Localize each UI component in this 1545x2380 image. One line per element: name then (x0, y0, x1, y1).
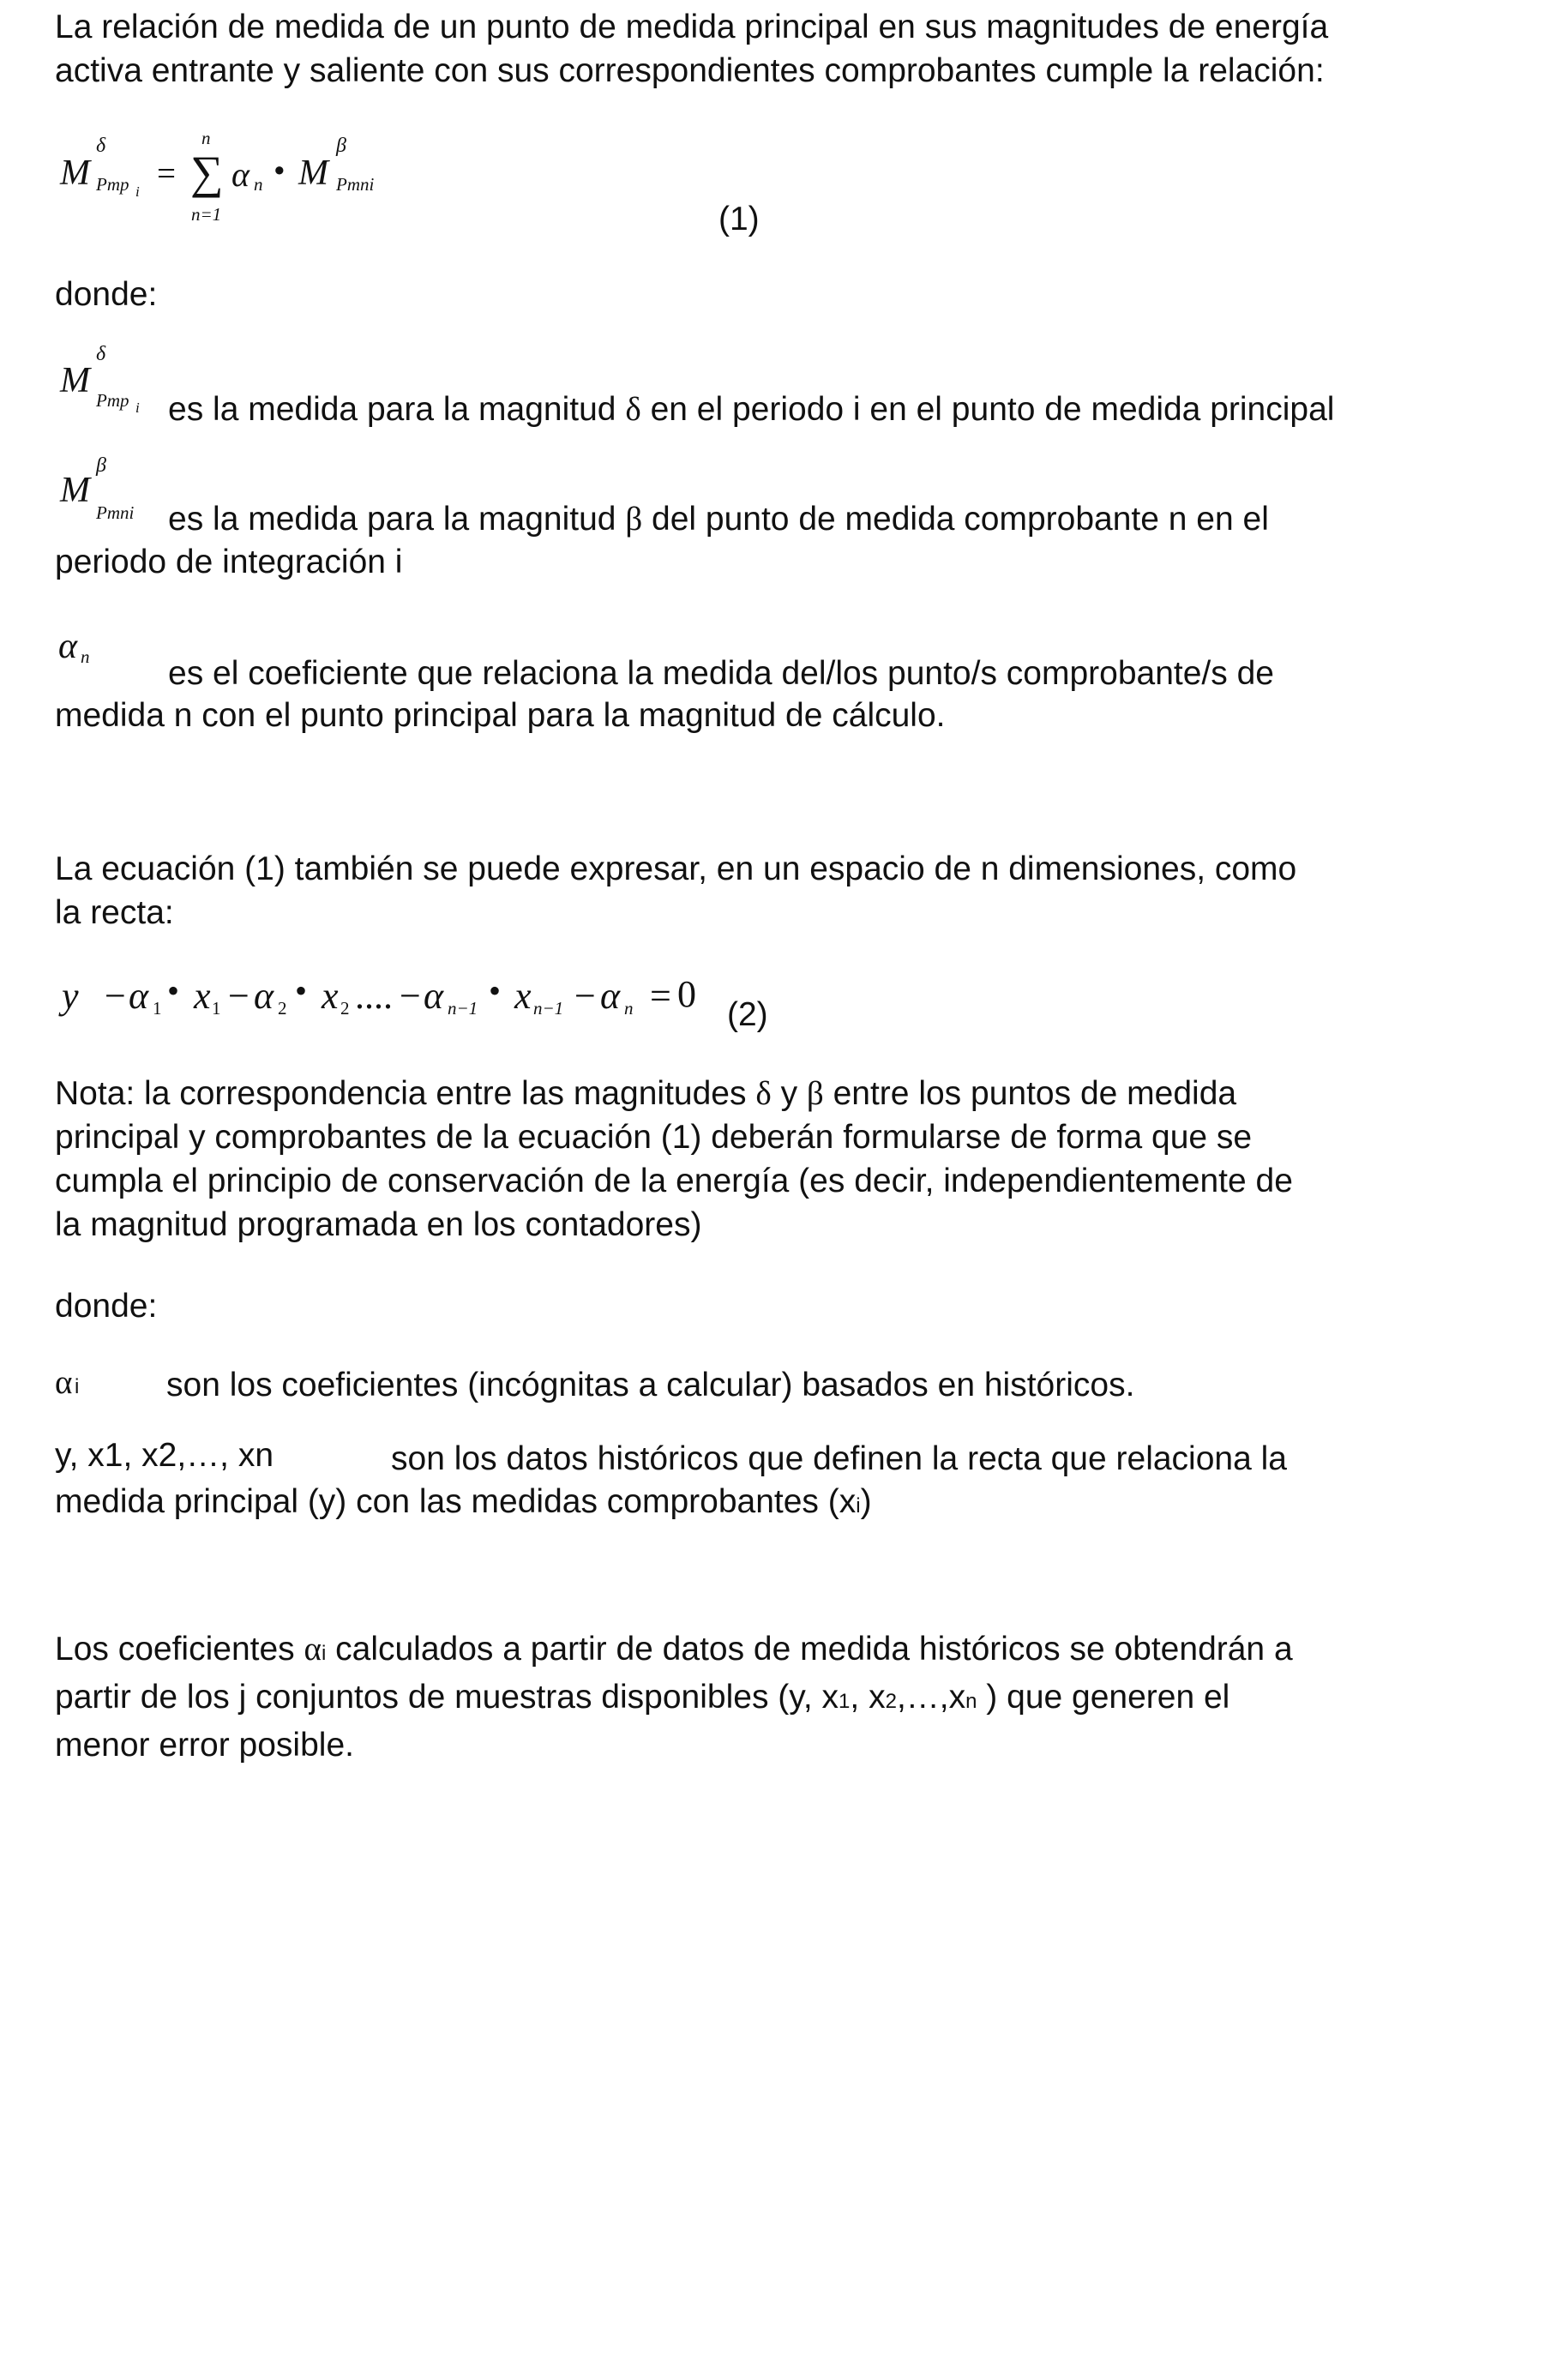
definition-1-rest: en el periodo i en el punto de medida principal (650, 391, 1335, 428)
equation-2-intro-line-2: la recta: (55, 894, 174, 931)
definition-3-alpha: α (58, 627, 78, 666)
conclusion-i-subscript: i (321, 1642, 327, 1665)
data-line-2-start: medida principal (y) con las medidas comprobantes (x (55, 1483, 857, 1520)
definition-1-symbol: δ (625, 391, 641, 428)
intro-paragraph (55, 5, 1470, 93)
definition-1-text (168, 388, 1471, 431)
equation-2-equals: = (650, 975, 671, 1017)
conclusion-sub-n: n (965, 1690, 977, 1713)
definition-2-line-2: periodo de integración i (55, 544, 403, 580)
equation-2-alpha-1: α (129, 975, 149, 1017)
equation-2-minus-3: − (400, 975, 421, 1017)
equation-2-minus-4: − (574, 975, 596, 1017)
equation-1-label: (1) (718, 201, 760, 237)
conclusion-line-2-end: ) que generen el (977, 1679, 1230, 1716)
note-line-1-end: entre los puntos de medida (833, 1075, 1237, 1112)
definition-3-line-1: es el coeficiente que relaciona la medida del/los punto/s comprobante/s de (168, 655, 1274, 692)
data-description-line-1: son los datos históricos que definen la recta que relaciona la (391, 1440, 1287, 1477)
definition-3-line-2: medida n con el punto principal para la magnitud de cálculo. (55, 697, 946, 734)
data-variables: y, x1, x2,…, xn (55, 1437, 274, 1474)
conclusion-line-1-start: Los coeficientes (55, 1631, 295, 1668)
note-line-4: la magnitud programada en los contadores) (55, 1206, 702, 1243)
definition-2-pmni: Pmni (96, 502, 135, 523)
equation-1-m: M (60, 153, 90, 193)
equation-2-x-n1: x (514, 975, 532, 1017)
definition-2-rest: del punto de medida comprobante n en el (652, 501, 1269, 538)
definition-2-beta-superscript: β (96, 454, 106, 477)
conclusion-line-1-end: calculados a partir de datos de medida históricos se obtendrán a (335, 1631, 1293, 1668)
definition-1-i: i (135, 400, 140, 416)
equation-2-alpha-2: α (254, 975, 274, 1017)
equation-1-equals: = (157, 155, 176, 192)
equation-2-sub-2b: 2 (340, 998, 350, 1019)
equation-1-lower-limit: n=1 (191, 204, 222, 225)
equation-2-minus-1: − (105, 975, 126, 1017)
equation-1-n-sub: n (254, 174, 263, 195)
definition-1-delta-superscript: δ (96, 343, 106, 365)
conclusion-line-2-start: partir de los j conjuntos de muestras disponibles (y, x (55, 1679, 839, 1716)
equation-1-sum: ∑ (190, 147, 224, 198)
intro-line-2: activa entrante y saliente con sus correspondientes comprobantes cumple la relación: (55, 52, 1325, 89)
equation-1-delta: δ (96, 135, 106, 157)
donde-label-1: donde: (55, 276, 158, 313)
equation-2-dot-2: • (295, 971, 308, 1010)
equation-2-minus-2: − (228, 975, 249, 1017)
equation-1-dot: • (274, 153, 286, 189)
definition-1-m: M (60, 361, 90, 400)
note-delta-symbol: δ (755, 1075, 772, 1112)
note-beta-symbol: β (806, 1075, 824, 1112)
equation-2-sub-n1b: n−1 (533, 998, 564, 1019)
conclusion-sub-1: 1 (839, 1690, 851, 1713)
conclusion-alpha: α (304, 1631, 322, 1668)
equation-1-m2: M (298, 153, 328, 193)
equation-2-sub-n: n (624, 998, 634, 1019)
equation-2-x-1: x (194, 975, 211, 1017)
equation-2-dot-1: • (167, 971, 180, 1010)
equation-2-alpha-n: α (600, 975, 621, 1017)
equation-2-sub-2a: 2 (278, 998, 287, 1019)
equation-2-zero: 0 (677, 973, 696, 1015)
equation-2-intro-line-1: La ecuación (1) también se puede expresar, en un espacio de n dimensiones, como (55, 850, 1297, 887)
definition-1-description: es la medida para la magnitud (168, 391, 616, 428)
conclusion-separator-1: , x (850, 1679, 886, 1716)
equation-2-dots: .... (355, 975, 393, 1017)
definition-2-symbol: β (625, 501, 643, 538)
data-i-subscript: i (856, 1494, 861, 1518)
definition-2-line-1 (168, 497, 1471, 541)
note-line-3: cumpla el principio de conservación de la energía (es decir, independientemente de (55, 1163, 1293, 1199)
note-conjunction: y (780, 1075, 798, 1112)
equation-2-x-2: x (322, 975, 339, 1017)
conclusion-line-3: menor error posible. (55, 1727, 354, 1764)
definition-1-pmp: Pmp (96, 390, 129, 411)
conclusion-separator-2: ,…,x (896, 1679, 966, 1716)
equation-1-upper-limit: n (201, 128, 211, 148)
data-description-line-2 (55, 1480, 1470, 1528)
note-line-1-start: Nota: la correspondencia entre las magnitudes (55, 1075, 747, 1112)
note-paragraph (55, 1072, 1470, 1247)
equation-1-pmni: Pmni (336, 174, 375, 195)
definition-2-description: es la medida para la magnitud (168, 501, 616, 538)
donde-label-2: donde: (55, 1288, 158, 1325)
intro-line-1: La relación de medida de un punto de medida principal en sus magnitudes de energía (55, 9, 1329, 45)
equation-2-dot-3: • (489, 971, 502, 1010)
equation-1-i: i (135, 183, 140, 200)
data-line-2-end: ) (860, 1483, 872, 1520)
equation-2-sub-1b: 1 (212, 998, 221, 1019)
equation-2-sub-n1a: n−1 (448, 998, 478, 1019)
coefficient-description: son los coeficientes (incógnitas a calcular) basados en históricos. (166, 1367, 1135, 1403)
conclusion-paragraph (55, 1627, 1470, 1767)
equation-1-beta: β (336, 135, 346, 157)
equation-2-alpha-n1: α (424, 975, 444, 1017)
coefficient-i-subscript: i (75, 1375, 80, 1398)
equation-2-sub-1a: 1 (153, 998, 162, 1019)
equation-1-pmp: Pmp (96, 174, 129, 195)
note-line-2: principal y comprobantes de la ecuación (1) deberán formularse de forma que se (55, 1119, 1253, 1156)
equation-2-label: (2) (727, 996, 768, 1033)
equation-2-y: y (62, 975, 79, 1017)
conclusion-sub-2: 2 (885, 1690, 897, 1713)
coefficient-alpha: α (55, 1364, 73, 1401)
definition-2-m: M (60, 471, 90, 510)
equation-1-alpha: α (231, 155, 249, 194)
equation-2-intro (55, 847, 1470, 935)
definition-3-n-subscript: n (81, 646, 90, 667)
